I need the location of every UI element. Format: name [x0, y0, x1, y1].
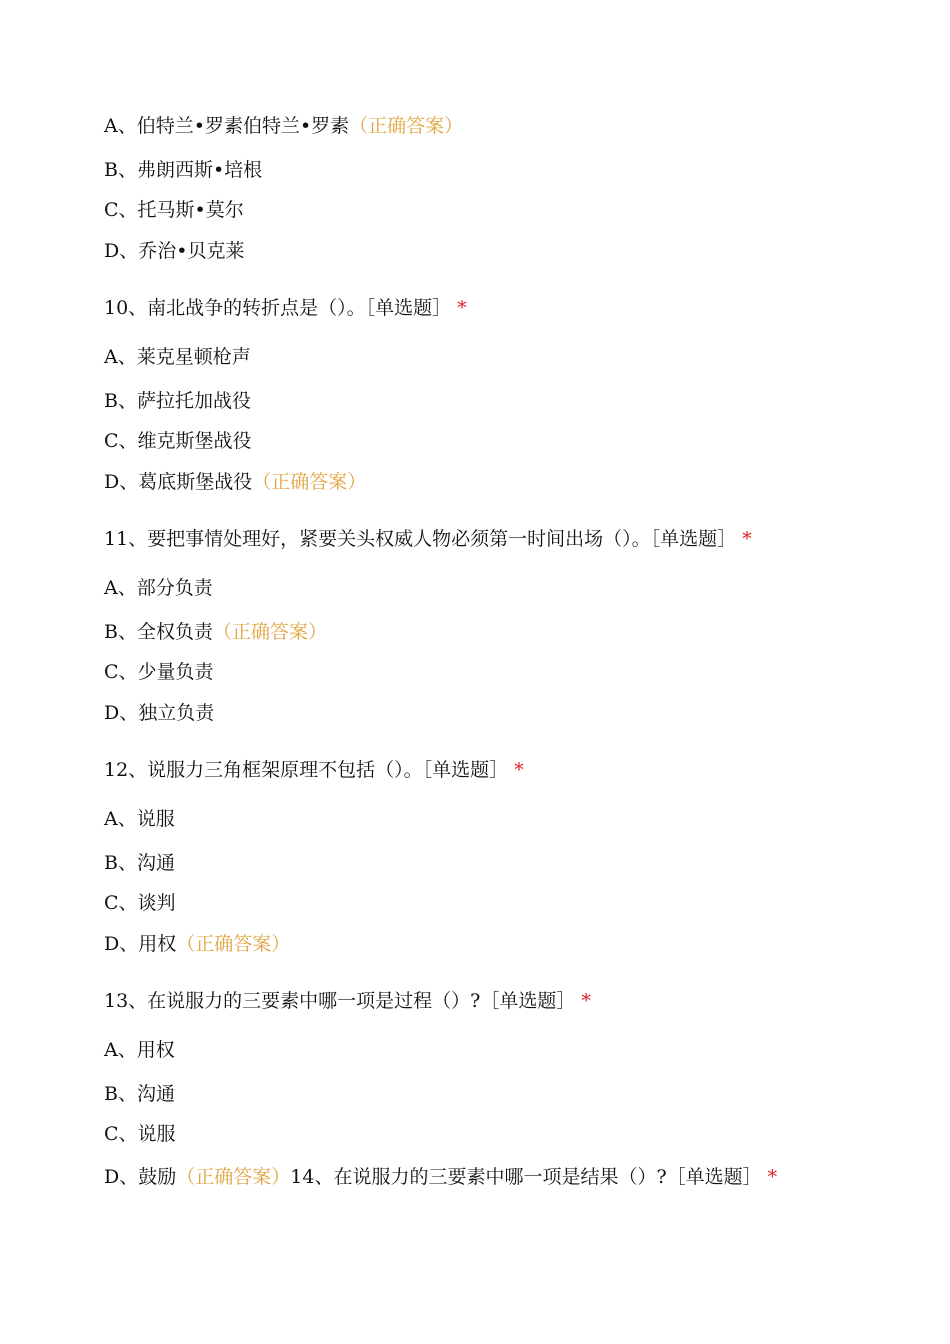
option-line — [104, 576, 213, 600]
option-text: 少量负责 — [137, 661, 214, 683]
option-text: 全权负责 — [136, 621, 213, 643]
option-prefix: D、 — [104, 1166, 139, 1188]
correct-answer-mark: （正确答案） — [252, 471, 367, 493]
correct-answer-mark: （正确答案） — [176, 933, 291, 955]
question-text: 14、在说服力的三要素中哪一项是结果（）?［单选题］ — [290, 1166, 762, 1188]
option-prefix: D、 — [104, 240, 139, 262]
option-line — [104, 932, 290, 956]
option-prefix: A、 — [104, 577, 137, 599]
option-text: 沟通 — [136, 852, 175, 874]
option-line — [104, 1165, 777, 1189]
option-prefix: B、 — [104, 621, 137, 643]
option-prefix: C、 — [104, 430, 138, 452]
option-line — [104, 1038, 175, 1062]
option-line — [104, 158, 262, 182]
option-prefix: B、 — [104, 1083, 137, 1105]
option-line — [104, 470, 366, 494]
option-text: 沟通 — [136, 1083, 175, 1105]
option-line — [104, 660, 214, 684]
option-line — [104, 620, 327, 644]
option-line — [104, 429, 252, 453]
option-prefix: B、 — [104, 852, 137, 874]
option-text: 说服 — [136, 808, 175, 830]
question-text: 12、说服力三角框架原理不包括（）。［单选题］ — [104, 759, 509, 781]
option-line — [104, 807, 175, 831]
option-text: 托马斯•莫尔 — [137, 199, 244, 221]
option-prefix: A、 — [104, 346, 137, 368]
option-line — [104, 891, 176, 915]
option-prefix: C、 — [104, 892, 138, 914]
option-text: 独立负责 — [138, 702, 215, 724]
option-line — [104, 239, 244, 263]
option-prefix: A、 — [104, 1039, 137, 1061]
option-text: 葛底斯堡战役 — [138, 471, 253, 493]
required-mark: * — [514, 759, 524, 781]
option-text: 莱克星顿枪声 — [136, 346, 251, 368]
correct-answer-mark: （正确答案） — [176, 1166, 291, 1188]
option-text: 用权 — [138, 933, 177, 955]
option-line — [104, 1082, 175, 1106]
option-text: 谈判 — [137, 892, 176, 914]
option-text: 萨拉托加战役 — [136, 390, 251, 412]
option-text: 伯特兰•罗素伯特兰•罗素 — [136, 115, 350, 137]
option-line — [104, 851, 175, 875]
required-mark: * — [742, 528, 752, 550]
option-prefix: A、 — [104, 115, 137, 137]
option-line — [104, 114, 463, 138]
question-title — [104, 527, 752, 551]
required-mark: * — [767, 1166, 778, 1188]
question-title — [104, 758, 524, 782]
option-prefix: A、 — [104, 808, 137, 830]
correct-answer-mark: （正确答案） — [212, 621, 327, 643]
option-text: 维克斯堡战役 — [137, 430, 252, 452]
required-mark: * — [457, 297, 467, 319]
option-prefix: C、 — [104, 1123, 138, 1145]
option-line — [104, 1122, 176, 1146]
option-text: 用权 — [136, 1039, 175, 1061]
question-text: 13、在说服力的三要素中哪一项是过程（）?［单选题］ — [104, 990, 576, 1012]
option-line — [104, 345, 251, 369]
required-mark: * — [581, 990, 591, 1012]
option-text: 弗朗西斯•培根 — [136, 159, 263, 181]
question-title — [104, 296, 467, 320]
option-text: 鼓励 — [138, 1166, 177, 1188]
option-text: 部分负责 — [136, 577, 213, 599]
question-text: 10、南北战争的转折点是（）。［单选题］ — [104, 297, 452, 319]
option-prefix: D、 — [104, 702, 139, 724]
option-prefix: C、 — [104, 199, 138, 221]
option-prefix: B、 — [104, 159, 137, 181]
correct-answer-mark: （正确答案） — [349, 115, 464, 137]
option-line — [104, 198, 244, 222]
option-prefix: B、 — [104, 390, 137, 412]
option-prefix: D、 — [104, 933, 139, 955]
option-text: 乔治•贝克莱 — [138, 240, 245, 262]
option-prefix: D、 — [104, 471, 139, 493]
question-text: 11、要把事情处理好，紧要关头权威人物必须第一时间出场（）。［单选题］ — [104, 528, 737, 550]
question-title — [104, 989, 591, 1013]
option-prefix: C、 — [104, 661, 138, 683]
option-line — [104, 701, 214, 725]
option-text: 说服 — [137, 1123, 176, 1145]
option-line — [104, 389, 251, 413]
